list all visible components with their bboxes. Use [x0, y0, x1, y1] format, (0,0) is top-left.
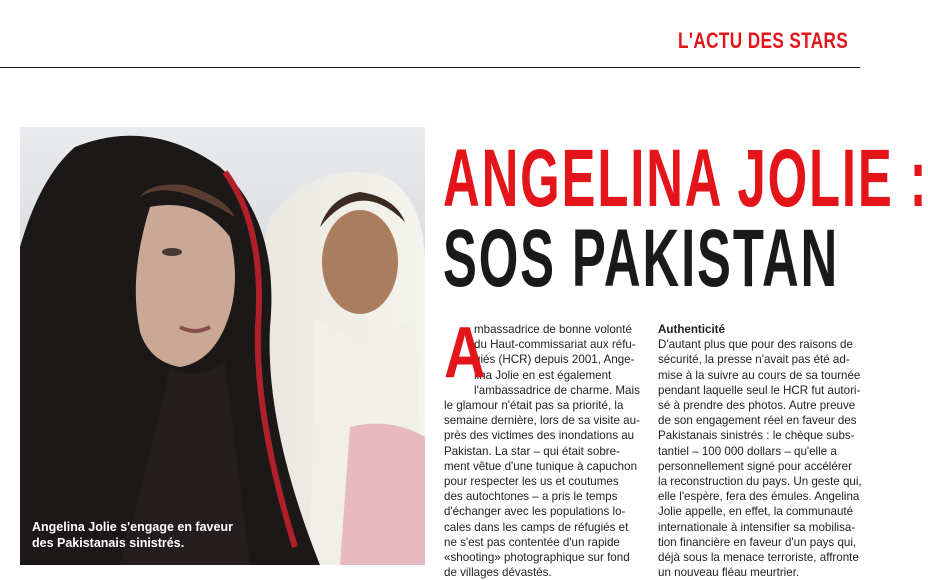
body-line: D'autant plus que pour des raisons de	[658, 338, 853, 352]
body-line: près des victimes des inondations au	[444, 429, 635, 443]
headline-line-1: ANGELINA JOLIE :	[443, 133, 928, 224]
body-line: internationale à intensifier sa mobilisa-	[658, 520, 856, 534]
photo-illustration	[20, 127, 425, 565]
body-line: lina Jolie en est également	[474, 368, 612, 382]
body-line: l'ambassadrice de charme. Mais	[474, 383, 640, 397]
header-rule	[0, 67, 860, 68]
body-line: des autochtones – a pris le temps	[444, 490, 618, 504]
body-line: Pakistanais sinistrés : le chèque subs-	[658, 429, 855, 443]
body-line: ment vêtue d'une tunique à capuchon	[444, 459, 638, 473]
body-line: déjà sous la menace terroriste, affronte	[658, 551, 859, 565]
body-line: sé à prendre des photos. Autre preuve	[658, 399, 856, 413]
body-line: la reconstruction du pays. Un geste qui,	[658, 475, 862, 489]
body-line: Pakistan. La star – qui était sobre-	[444, 444, 620, 458]
caption-line-1: Angelina Jolie s'engage en faveur	[32, 520, 233, 534]
body-line: de son engagement réel en faveur des	[658, 414, 857, 428]
body-line: du Haut-commissariat aux réfu-	[474, 338, 636, 352]
body-line: personnellement signé pour accélérer	[658, 459, 852, 473]
dropcap-letter: A	[444, 313, 486, 393]
article-column-2	[658, 322, 862, 580]
article-photo	[20, 127, 425, 565]
section-subhead: Authenticité	[658, 323, 725, 336]
caption-line-2: des Pakistanais sinistrés.	[32, 536, 185, 550]
body-line: tion financière en faveur d'un pays qui,	[658, 535, 857, 549]
body-line: le glamour n'était pas sa priorité, la	[444, 399, 624, 413]
body-line: ne s'est pas contentée d'un rapide	[444, 535, 620, 549]
photo-caption	[32, 519, 272, 551]
body-line: un nouveau fléau meurtrier.	[658, 566, 800, 580]
dropcap-block	[444, 313, 640, 398]
body-line: tantiel – 100 000 dollars – qu'elle a	[658, 444, 837, 458]
article-column-1	[444, 313, 640, 580]
section-rubric: L'ACTU DES STARS	[677, 28, 848, 53]
body-line: d'échanger avec les populations lo-	[444, 505, 626, 519]
body-line: mbassadrice de bonne volonté	[474, 323, 632, 336]
headline-line-2: SOS PAKISTAN	[443, 213, 840, 304]
body-line: cales dans les camps de réfugiés et	[444, 520, 629, 534]
body-line: sécurité, la presse n'avait pas été ad-	[658, 353, 850, 367]
body-line: pour respecter les us et coutumes	[444, 475, 619, 489]
body-line: elle l'espère, fera des émules. Angelina	[658, 490, 860, 504]
body-line: giés (HCR) depuis 2001, Ange-	[474, 353, 635, 367]
body-line: «shooting» photographique sur fond	[444, 551, 630, 565]
body-line: pendant laquelle seul le HCR fut autori-	[658, 383, 861, 397]
body-line: mise à la suivre au cours de sa tournée	[658, 368, 861, 382]
body-line: semaine dernière, lors de sa visite au-	[444, 414, 640, 428]
body-line: de villages dévastés.	[444, 566, 552, 580]
body-line: Jolie appelle, en effet, la communauté	[658, 505, 854, 519]
